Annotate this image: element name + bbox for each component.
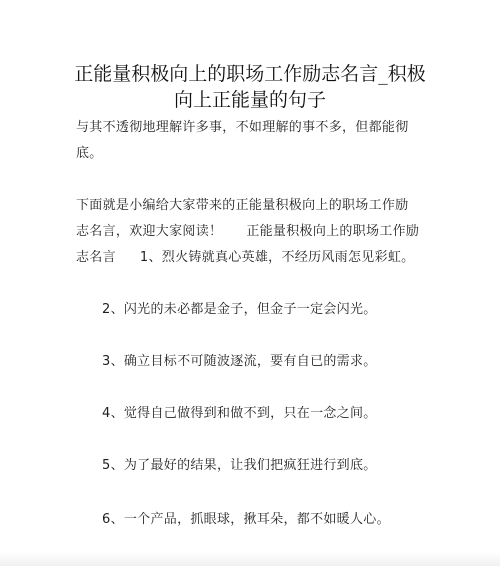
paragraph-line-3-part-a: 志名言: [76, 250, 116, 265]
intro-line-2: 底。: [76, 146, 103, 161]
paragraph-line-3: [76, 248, 414, 268]
quote-item-1: 1、烈火铸就真心英雄，不经历风雨怎见彩虹。: [139, 250, 415, 265]
paragraph-line-2-part-a: 志名言，欢迎大家阅读！: [76, 224, 223, 239]
quote-item-5: 5、为了最好的结果，让我们把疯狂进行到底。: [102, 458, 377, 473]
page-bottom-edge: [0, 552, 500, 566]
paragraph-line-1: 下面就是小编给大家带来的正能量积极向上的职场工作励: [76, 198, 409, 213]
quote-item-2: 2、闪光的未必都是金子，但金子一定会闪光。: [102, 302, 377, 317]
quote-item-3: 3、确立目标不可随波逐流，要有自已的需求。: [102, 354, 377, 369]
document-title-line-2: 向上正能量的句子: [173, 89, 326, 111]
paragraph-line-2-part-b: 正能量积极向上的职场工作励: [246, 224, 420, 239]
quote-item-4: 4、觉得自己做得到和做不到，只在一念之间。: [102, 406, 377, 421]
intro-line-1: 与其不透彻地理解许多事，不如理解的事不多，但都能彻: [76, 120, 409, 135]
paragraph-line-2: [76, 222, 419, 242]
document-title-line-1: 正能量积极向上的职场工作励志名言_积极: [74, 63, 426, 85]
quote-item-6: 6、一个产品，抓眼球，揪耳朵，都不如暖人心。: [102, 512, 390, 527]
